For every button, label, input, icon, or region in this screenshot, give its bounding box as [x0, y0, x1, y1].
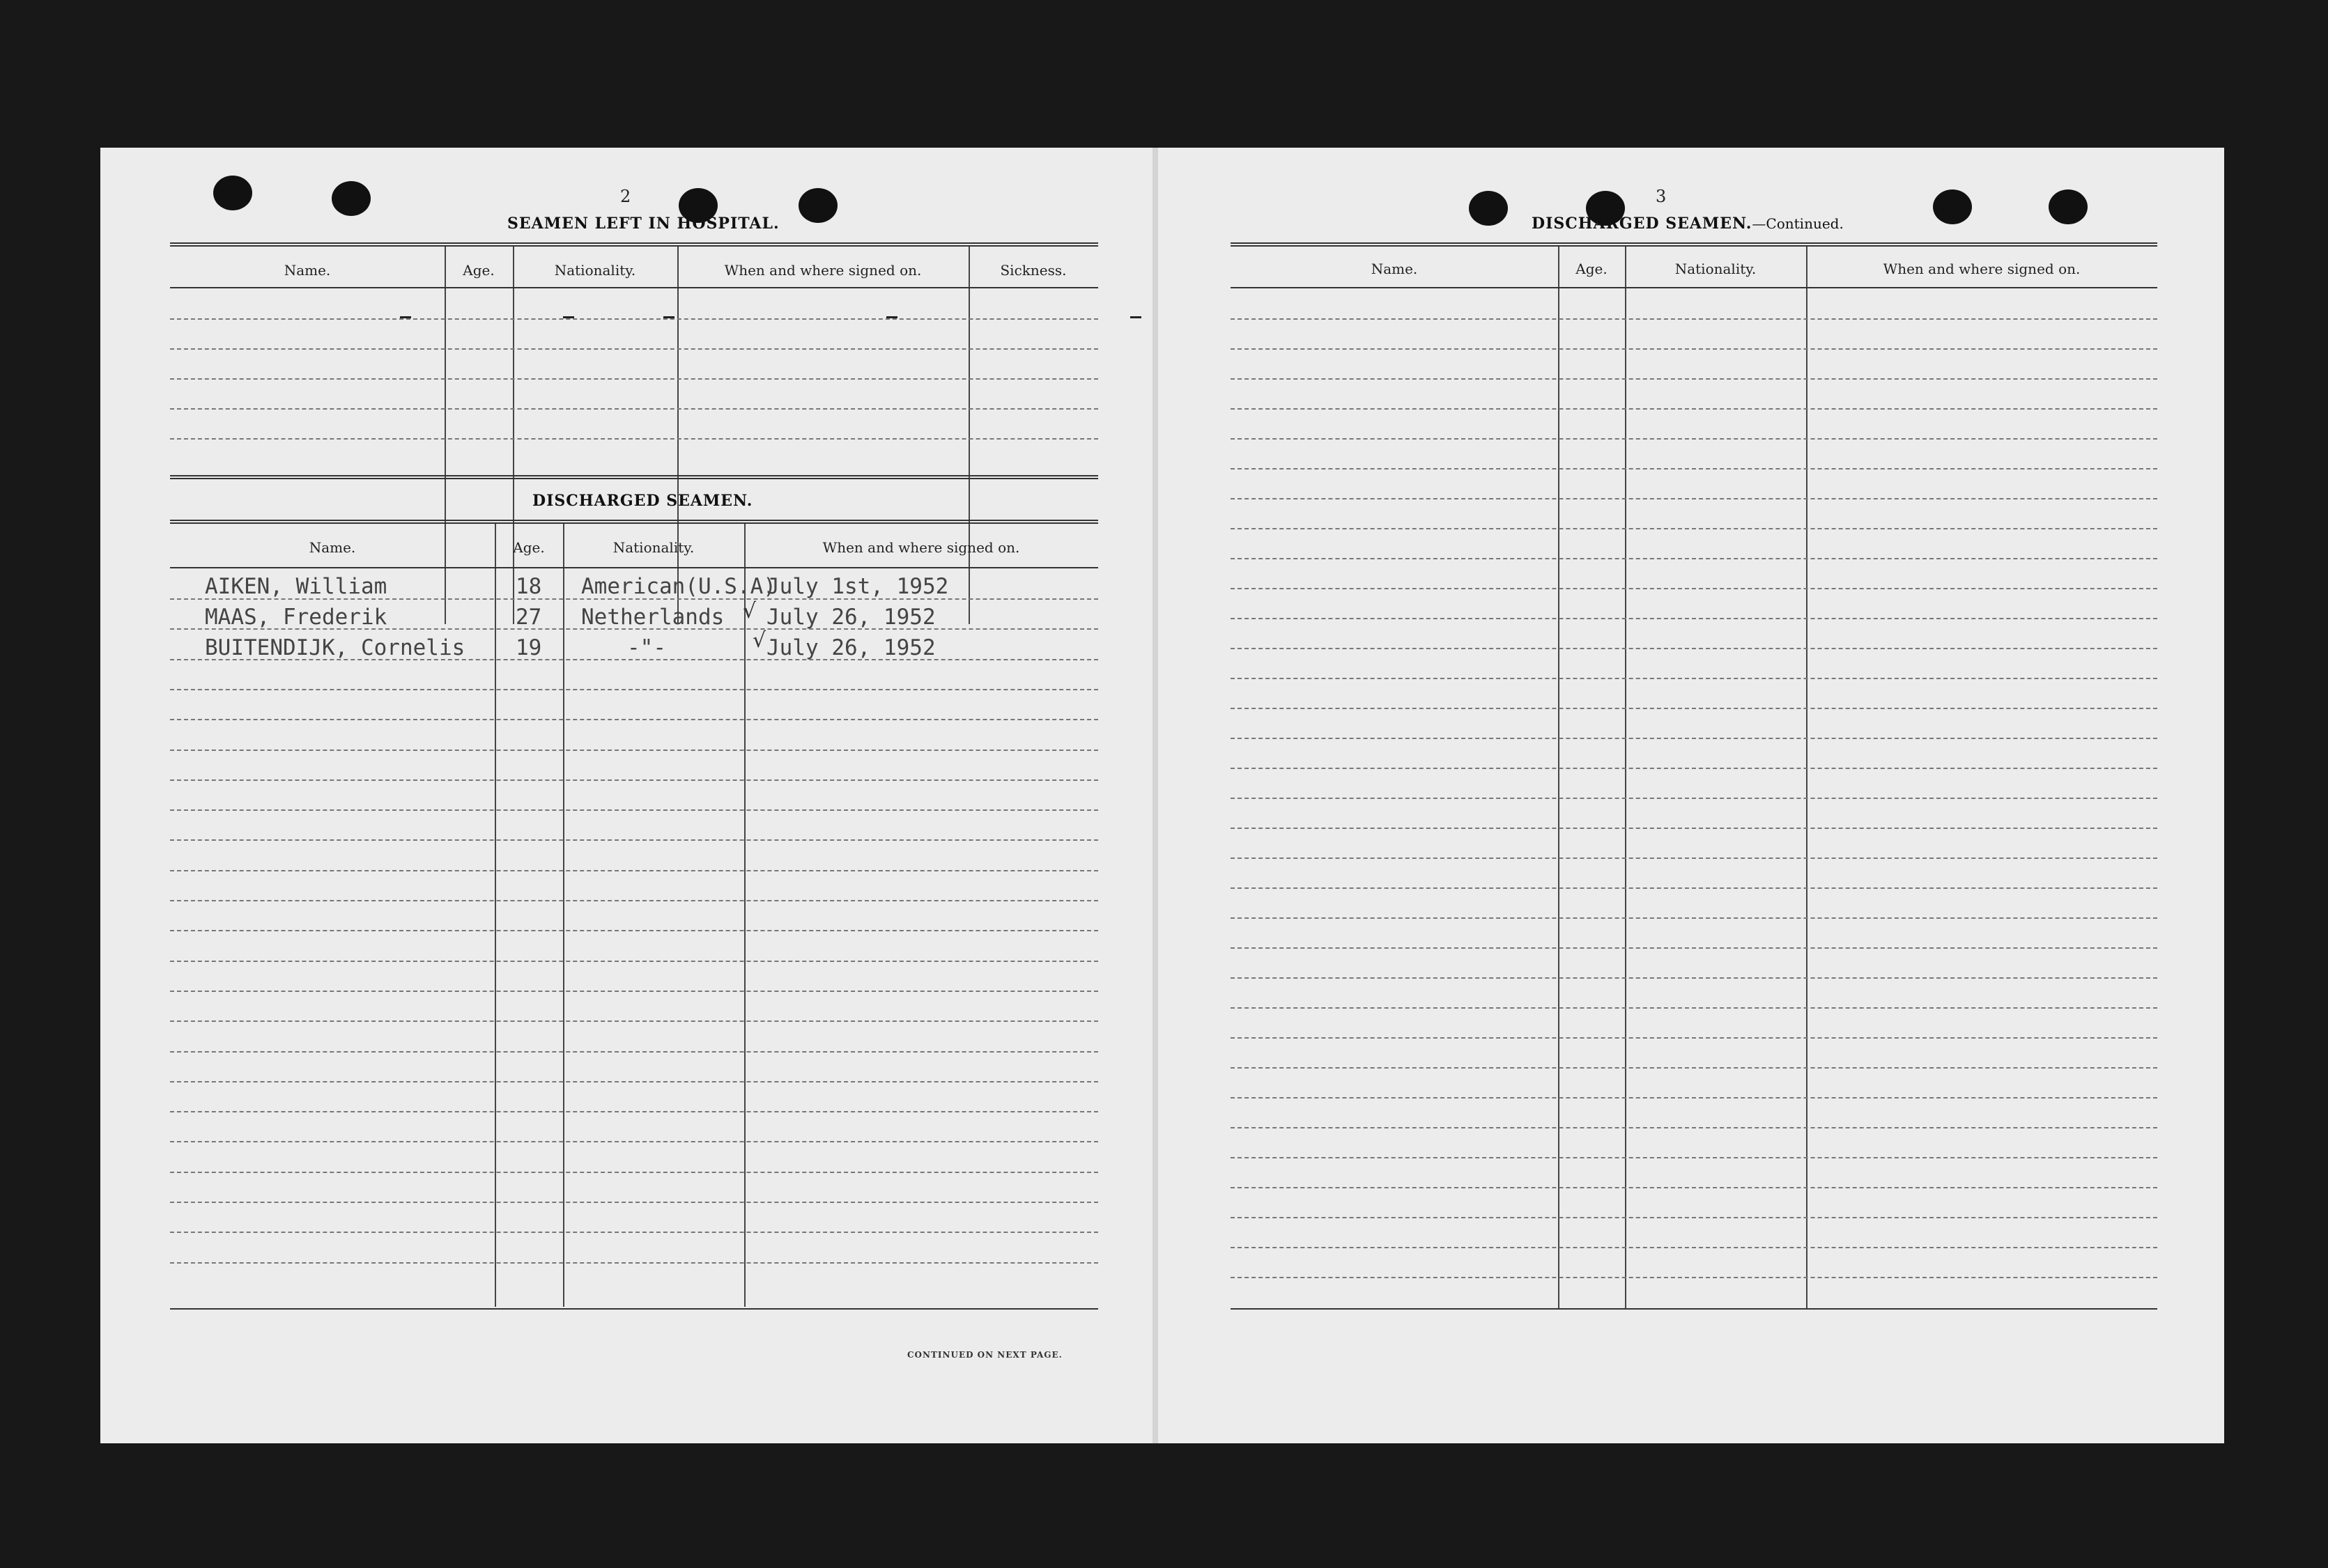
- ruled-line: [170, 1081, 1098, 1082]
- seaman-name: MAAS, Frederik: [205, 605, 387, 630]
- header-underline: [170, 287, 1098, 288]
- ruled-line: [170, 839, 1098, 841]
- ruled-line: [170, 348, 1098, 350]
- bottom-rule: [170, 1308, 1098, 1310]
- ruled-line: [170, 1202, 1098, 1203]
- ruled-line: [170, 1232, 1098, 1233]
- col-header-sickness: Sickness.: [1000, 262, 1067, 279]
- ruled-line: [170, 628, 1098, 630]
- ruled-line: [1231, 887, 2157, 889]
- ruled-line: [170, 779, 1098, 781]
- ruled-line: [1231, 708, 2157, 709]
- check-mark: √: [743, 599, 757, 623]
- ruled-line: [1231, 408, 2157, 410]
- column-line: [744, 524, 746, 1307]
- ruled-line: [1231, 348, 2157, 350]
- seaman-nationality: -"-: [627, 635, 666, 660]
- ruled-line: [1231, 1247, 2157, 1248]
- ruled-line: [1231, 378, 2157, 380]
- column-line: [1625, 247, 1626, 1308]
- ruled-line: [170, 438, 1098, 440]
- column-line: [495, 524, 496, 1307]
- title-text: DISCHARGED SEAMEN.: [1532, 215, 1752, 233]
- continued-note: CONTINUED ON NEXT PAGE.: [907, 1350, 1063, 1360]
- header-underline: [1231, 287, 2157, 288]
- ruled-line: [1231, 1187, 2157, 1188]
- hospital-section-title: SEAMEN LEFT IN HOSPITAL.: [507, 215, 780, 233]
- ruled-line: [1231, 528, 2157, 529]
- ruled-line: [1231, 947, 2157, 949]
- discharged-continued-table: [1231, 247, 2157, 1312]
- ruled-line: [170, 719, 1098, 720]
- punch-hole: [799, 188, 838, 223]
- col-header-signed-on: When and where signed on.: [822, 539, 1020, 556]
- ruled-line: [1231, 618, 2157, 619]
- ruled-line: [1231, 977, 2157, 979]
- discharged-continued-title: [1532, 215, 1844, 233]
- seaman-signed-on: July 26, 1952: [766, 635, 936, 660]
- col-header-nationality: Nationality.: [554, 262, 636, 279]
- ruled-line: [1231, 438, 2157, 440]
- ruled-line: [170, 870, 1098, 871]
- ruled-line: [1231, 1217, 2157, 1218]
- ruled-line: [170, 1172, 1098, 1173]
- seaman-age: 27: [516, 605, 542, 630]
- ruled-line: [1231, 678, 2157, 679]
- ruled-line: [170, 991, 1098, 992]
- col-header-name: Name.: [284, 262, 331, 279]
- seaman-signed-on: July 26, 1952: [766, 605, 936, 630]
- col-header-nationality: Nationality.: [612, 539, 695, 556]
- page-number: 2: [620, 187, 631, 206]
- seaman-nationality: American(U.S.A): [581, 574, 776, 599]
- ruled-line: [170, 1262, 1098, 1264]
- col-header-signed-on: When and where signed on.: [724, 262, 922, 279]
- ruled-line: [1231, 468, 2157, 469]
- seaman-signed-on: July 1st, 1952: [766, 574, 949, 599]
- title-suffix: —Continued.: [1752, 215, 1844, 232]
- nil-mark: [1130, 316, 1141, 318]
- col-header-signed-on: When and where signed on.: [1883, 261, 2081, 277]
- discharged-section-title: DISCHARGED SEAMEN.: [532, 492, 753, 510]
- col-header-age: Age.: [1575, 261, 1608, 277]
- ruled-line: [170, 1020, 1098, 1022]
- ruled-line: [1231, 798, 2157, 799]
- punch-hole: [1933, 189, 1972, 224]
- right-page: [1158, 148, 2224, 1443]
- ruled-line: [1231, 1157, 2157, 1158]
- ruled-line: [1231, 498, 2157, 499]
- bottom-rule: [1231, 1308, 2157, 1310]
- seaman-nationality: Netherlands: [581, 605, 725, 630]
- header-underline: [170, 567, 1098, 568]
- check-mark: √: [753, 628, 766, 653]
- seaman-name: BUITENDIJK, Cornelis: [205, 635, 465, 660]
- ruled-line: [170, 1141, 1098, 1142]
- ruled-line: [170, 961, 1098, 962]
- ruled-line: [1231, 1127, 2157, 1128]
- ruled-line: [170, 378, 1098, 380]
- ruled-line: [1231, 648, 2157, 649]
- binding-gutter: [1153, 148, 1158, 1443]
- ruled-line: [170, 1111, 1098, 1112]
- ruled-line: [1231, 1277, 2157, 1278]
- ruled-line: [170, 930, 1098, 931]
- ruled-line: [1231, 318, 2157, 320]
- col-header-name: Name.: [1371, 261, 1418, 277]
- col-header-age: Age.: [513, 539, 545, 556]
- ruled-line: [1231, 857, 2157, 859]
- hospital-table: [170, 247, 1098, 476]
- punch-hole: [1469, 191, 1508, 226]
- seaman-age: 18: [516, 574, 542, 599]
- ruled-line: [1231, 768, 2157, 769]
- ruled-line: [1231, 917, 2157, 919]
- ruled-line: [170, 900, 1098, 901]
- ruled-line: [170, 689, 1098, 690]
- ruled-line: [1231, 558, 2157, 559]
- column-line: [1558, 247, 1559, 1308]
- ruled-line: [170, 659, 1098, 660]
- ruled-line: [1231, 1097, 2157, 1099]
- ruled-line: [1231, 1037, 2157, 1039]
- discharged-table: [170, 524, 1098, 1311]
- seaman-name: AIKEN, William: [205, 574, 387, 599]
- col-header-name: Name.: [309, 539, 356, 556]
- ruled-line: [1231, 588, 2157, 589]
- ruled-line: [1231, 738, 2157, 739]
- column-line: [563, 524, 564, 1307]
- hospital-bottom-rule: [170, 475, 1098, 479]
- punch-hole: [332, 181, 371, 216]
- punch-hole: [2049, 189, 2088, 224]
- col-header-nationality: Nationality.: [1674, 261, 1757, 277]
- ruled-line: [170, 809, 1098, 811]
- ruled-line: [170, 1051, 1098, 1053]
- left-page: [100, 148, 1153, 1443]
- ledger-spread: [100, 148, 2224, 1443]
- column-line: [1806, 247, 1807, 1308]
- ruled-line: [170, 408, 1098, 410]
- ruled-line: [170, 750, 1098, 751]
- ruled-line: [1231, 1007, 2157, 1009]
- page-number: 3: [1656, 187, 1667, 206]
- ruled-line: [170, 598, 1098, 600]
- col-header-age: Age.: [463, 262, 495, 279]
- punch-hole: [213, 176, 252, 210]
- seaman-age: 19: [516, 635, 542, 660]
- ruled-line: [1231, 1067, 2157, 1069]
- ruled-line: [170, 318, 1098, 320]
- ruled-line: [1231, 828, 2157, 829]
